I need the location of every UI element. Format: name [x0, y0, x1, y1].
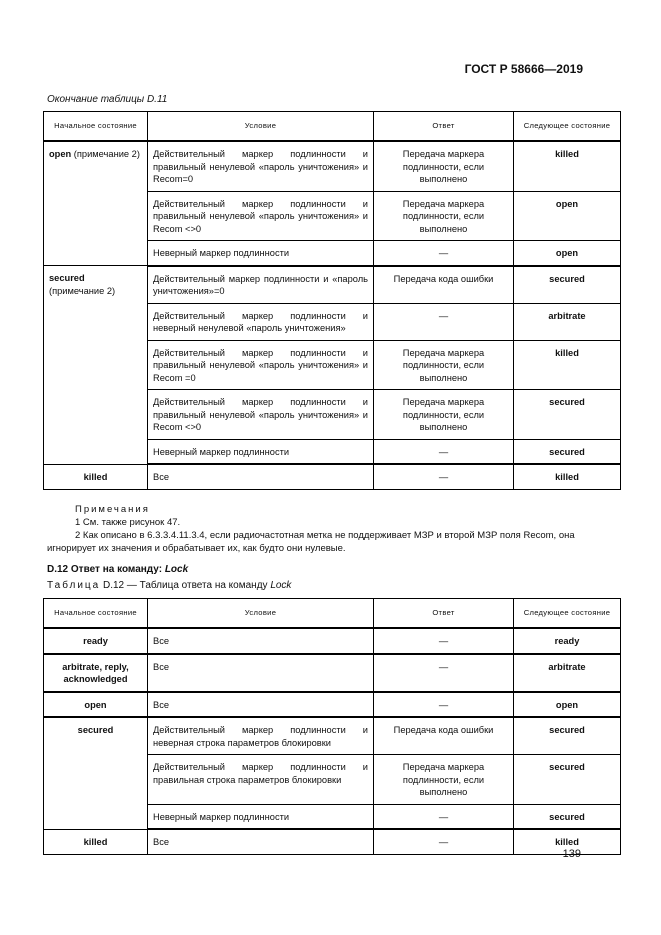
condition-cell: Действительный маркер подлинности и правильный ненулевой «пароль уничтожения» и Recom=0: [148, 141, 374, 191]
document-header: ГОСТ Р 58666—2019: [464, 62, 583, 76]
response-cell: Передача кода ошибки: [374, 266, 514, 304]
condition-cell: Все: [148, 628, 374, 654]
response-cell: —: [374, 439, 514, 464]
next-state-cell: arbitrate: [514, 654, 621, 692]
condition-cell: Неверный маркер подлинности: [148, 241, 374, 266]
condition-cell: Все: [148, 654, 374, 692]
next-state-cell: secured: [514, 717, 621, 755]
next-state-cell: secured: [514, 390, 621, 440]
state-cell: arbitrate, reply, acknowledged: [44, 654, 148, 692]
col-header-initial-state: Начальное состояние: [44, 112, 148, 142]
page-number: 139: [562, 848, 581, 860]
next-state-cell: killed: [514, 340, 621, 390]
condition-cell: Действительный маркер подлинности и неверный ненулевой «пароль уничтожения»: [148, 303, 374, 340]
condition-cell: Все: [148, 829, 374, 854]
table-row: [44, 266, 621, 304]
condition-cell: Все: [148, 692, 374, 718]
note-2: 2 Как описано в 6.3.3.4.11.3.4, если радиочастотная метка не поддерживает МЗР и второй МЗР поля Recom, она игнорирует их значения и обрабатывает их, как будто они нулевые.: [47, 530, 575, 554]
condition-cell: Действительный маркер подлинности и правильный ненулевой «пароль уничтожения» и Recom <>0: [148, 191, 374, 241]
state-cell: killed: [44, 464, 148, 489]
table-row: [44, 692, 621, 718]
next-state-cell: killed: [514, 464, 621, 489]
table-header-row: [44, 599, 621, 629]
next-state-cell: open: [514, 241, 621, 266]
next-state-cell: killed: [514, 141, 621, 191]
response-cell: —: [374, 654, 514, 692]
table-row: [44, 464, 621, 489]
table-row: [44, 717, 621, 755]
state-cell: secured: [44, 717, 148, 829]
response-cell: —: [374, 241, 514, 266]
condition-cell: Действительный маркер подлинности и правильный ненулевой «пароль уничтожения» и Recom =0: [148, 340, 374, 390]
state-cell: ready: [44, 628, 148, 654]
next-state-cell: ready: [514, 628, 621, 654]
col-header-initial-state: Начальное состояние: [44, 599, 148, 629]
note-1: 1 См. также рисунок 47.: [75, 517, 181, 528]
next-state-cell: secured: [514, 439, 621, 464]
table-d12: [43, 598, 621, 855]
table2-caption: Таблица D.12 — Таблица ответа на команду Lock: [47, 580, 292, 591]
response-cell: —: [374, 464, 514, 489]
next-state-cell: secured: [514, 755, 621, 805]
response-cell: —: [374, 829, 514, 854]
col-header-next-state: Следующее состояние: [514, 112, 621, 142]
condition-cell: Действительный маркер подлинности и правильный ненулевой «пароль уничтожения» и Recom <>0: [148, 390, 374, 440]
next-state-cell: open: [514, 191, 621, 241]
col-header-response: Ответ: [374, 599, 514, 629]
response-cell: —: [374, 303, 514, 340]
response-cell: Передача маркера подлинности, если выполнено: [374, 755, 514, 805]
response-cell: Передача маркера подлинности, если выполнено: [374, 191, 514, 241]
section-heading: D.12 Ответ на команду: Lock: [47, 564, 189, 575]
state-cell: open: [44, 692, 148, 718]
table-d11: [43, 111, 621, 490]
notes-title: Примечания: [75, 504, 150, 515]
col-header-next-state: Следующее состояние: [514, 599, 621, 629]
condition-cell: Действительный маркер подлинности и «пароль уничтожения»=0: [148, 266, 374, 304]
next-state-cell: killed: [514, 829, 621, 854]
table1-caption: Окончание таблицы D.11: [47, 94, 168, 105]
col-header-response: Ответ: [374, 112, 514, 142]
state-cell: secured (примечание 2): [44, 266, 148, 465]
table-row: [44, 654, 621, 692]
table-row: [44, 628, 621, 654]
next-state-cell: secured: [514, 804, 621, 829]
condition-cell: Неверный маркер подлинности: [148, 439, 374, 464]
response-cell: —: [374, 628, 514, 654]
next-state-cell: open: [514, 692, 621, 718]
state-cell: killed: [44, 829, 148, 854]
condition-cell: Действительный маркер подлинности и неверная строка параметров блокировки: [148, 717, 374, 755]
response-cell: Передача маркера подлинности, если выполнено: [374, 340, 514, 390]
condition-cell: Все: [148, 464, 374, 489]
next-state-cell: arbitrate: [514, 303, 621, 340]
table-header-row: [44, 112, 621, 142]
col-header-condition: Условие: [148, 599, 374, 629]
table-row: [44, 141, 621, 191]
response-cell: Передача маркера подлинности, если выполнено: [374, 141, 514, 191]
response-cell: Передача маркера подлинности, если выполнено: [374, 390, 514, 440]
response-cell: —: [374, 692, 514, 718]
col-header-condition: Условие: [148, 112, 374, 142]
table-row: [44, 829, 621, 854]
next-state-cell: secured: [514, 266, 621, 304]
response-cell: —: [374, 804, 514, 829]
condition-cell: Неверный маркер подлинности: [148, 804, 374, 829]
state-cell: open (примечание 2): [44, 141, 148, 266]
response-cell: Передача кода ошибки: [374, 717, 514, 755]
condition-cell: Действительный маркер подлинности и правильная строка параметров блокировки: [148, 755, 374, 805]
